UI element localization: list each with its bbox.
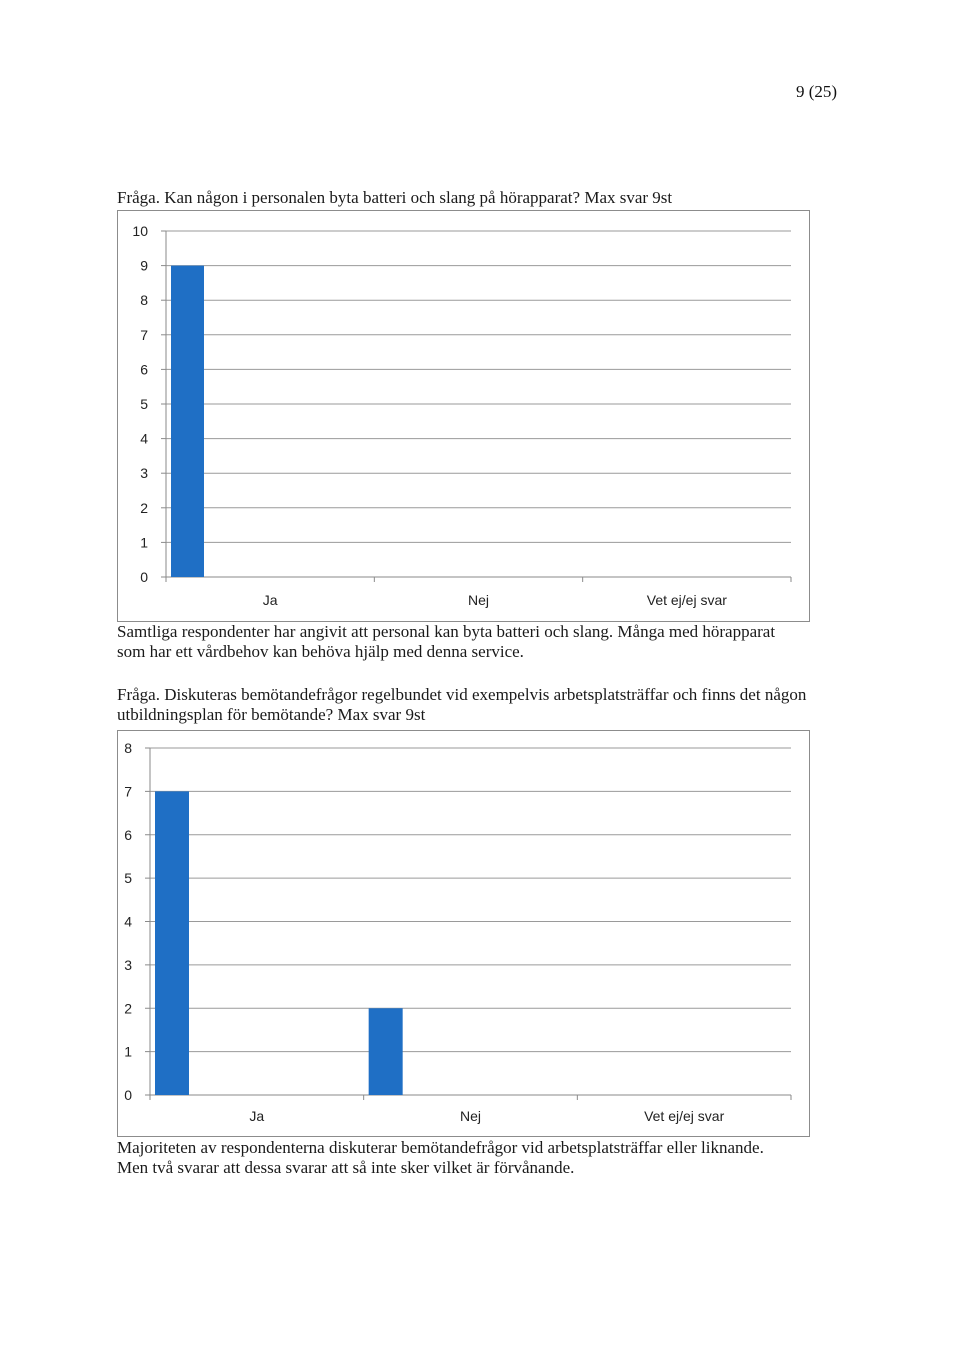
question-1: Fråga. Kan någon i personalen byta batteri och slang på hörapparat? Max svar 9st — [117, 188, 673, 207]
question-2: Fråga. Diskuteras bemötandefrågor regelbundet vid exempelvis arbetsplatsträffar och finns det någon utbildningsplan för bemötande? Max svar 9st — [117, 685, 807, 724]
chart2-y-tick-label: 6 — [124, 826, 132, 843]
bar-chart-1 — [117, 210, 810, 622]
chart1-y-tick-label: 4 — [140, 430, 148, 447]
chart2-bar-nej — [369, 1008, 403, 1095]
chart2-x-category-label: Ja — [249, 1108, 265, 1124]
chart1-y-tick-label: 8 — [140, 292, 148, 309]
chart2-bar-ja — [155, 791, 189, 1095]
chart2-y-tick-label: 0 — [124, 1087, 132, 1103]
bar-chart-1-svg — [118, 211, 809, 621]
chart2-y-tick-label: 4 — [124, 913, 132, 930]
chart1-x-category-label: Vet ej/ej svar — [646, 592, 727, 608]
chart1-x-category-label: Nej — [467, 592, 490, 608]
chart1-x-category-label: Ja — [262, 592, 278, 608]
commentary-2: Majoriteten av respondenterna diskuterar bemötandefrågor vid arbetsplatsträffar eller liknande. Men två svarar att dessa svarar att så inte sker vilket är förvånande. — [117, 1138, 764, 1177]
chart1-y-tick-label: 2 — [140, 499, 148, 516]
bar-chart-2 — [117, 730, 810, 1137]
chart1-y-tick-label: 6 — [140, 361, 148, 378]
chart1-y-tick-label: 7 — [140, 326, 148, 343]
chart2-y-tick-label: 8 — [124, 740, 132, 756]
chart2-y-tick-label: 5 — [124, 870, 132, 887]
chart1-y-tick-label: 1 — [140, 534, 148, 551]
chart1-bar-ja — [171, 266, 204, 577]
commentary-1: Samtliga respondenter har angivit att personal kan byta batteri och slang. Många med hörapparat som har ett vårdbehov kan behöva hjälp med denna service. — [117, 622, 776, 661]
chart2-y-tick-label: 3 — [124, 956, 132, 973]
page-number: 9 (25) — [796, 82, 838, 101]
chart1-y-tick-label: 0 — [140, 569, 148, 585]
chart1-y-tick-label: 9 — [140, 257, 148, 274]
chart2-y-tick-label: 2 — [124, 1000, 132, 1017]
chart2-x-category-label: Vet ej/ej svar — [644, 1108, 725, 1124]
chart1-y-tick-label: 3 — [140, 465, 148, 482]
chart2-y-tick-label: 1 — [124, 1043, 132, 1060]
bar-chart-2-svg — [118, 731, 809, 1136]
chart1-y-tick-label: 10 — [132, 223, 148, 239]
chart2-x-category-label: Nej — [459, 1108, 482, 1124]
chart2-y-tick-label: 7 — [124, 783, 132, 800]
chart1-y-tick-label: 5 — [140, 396, 148, 412]
